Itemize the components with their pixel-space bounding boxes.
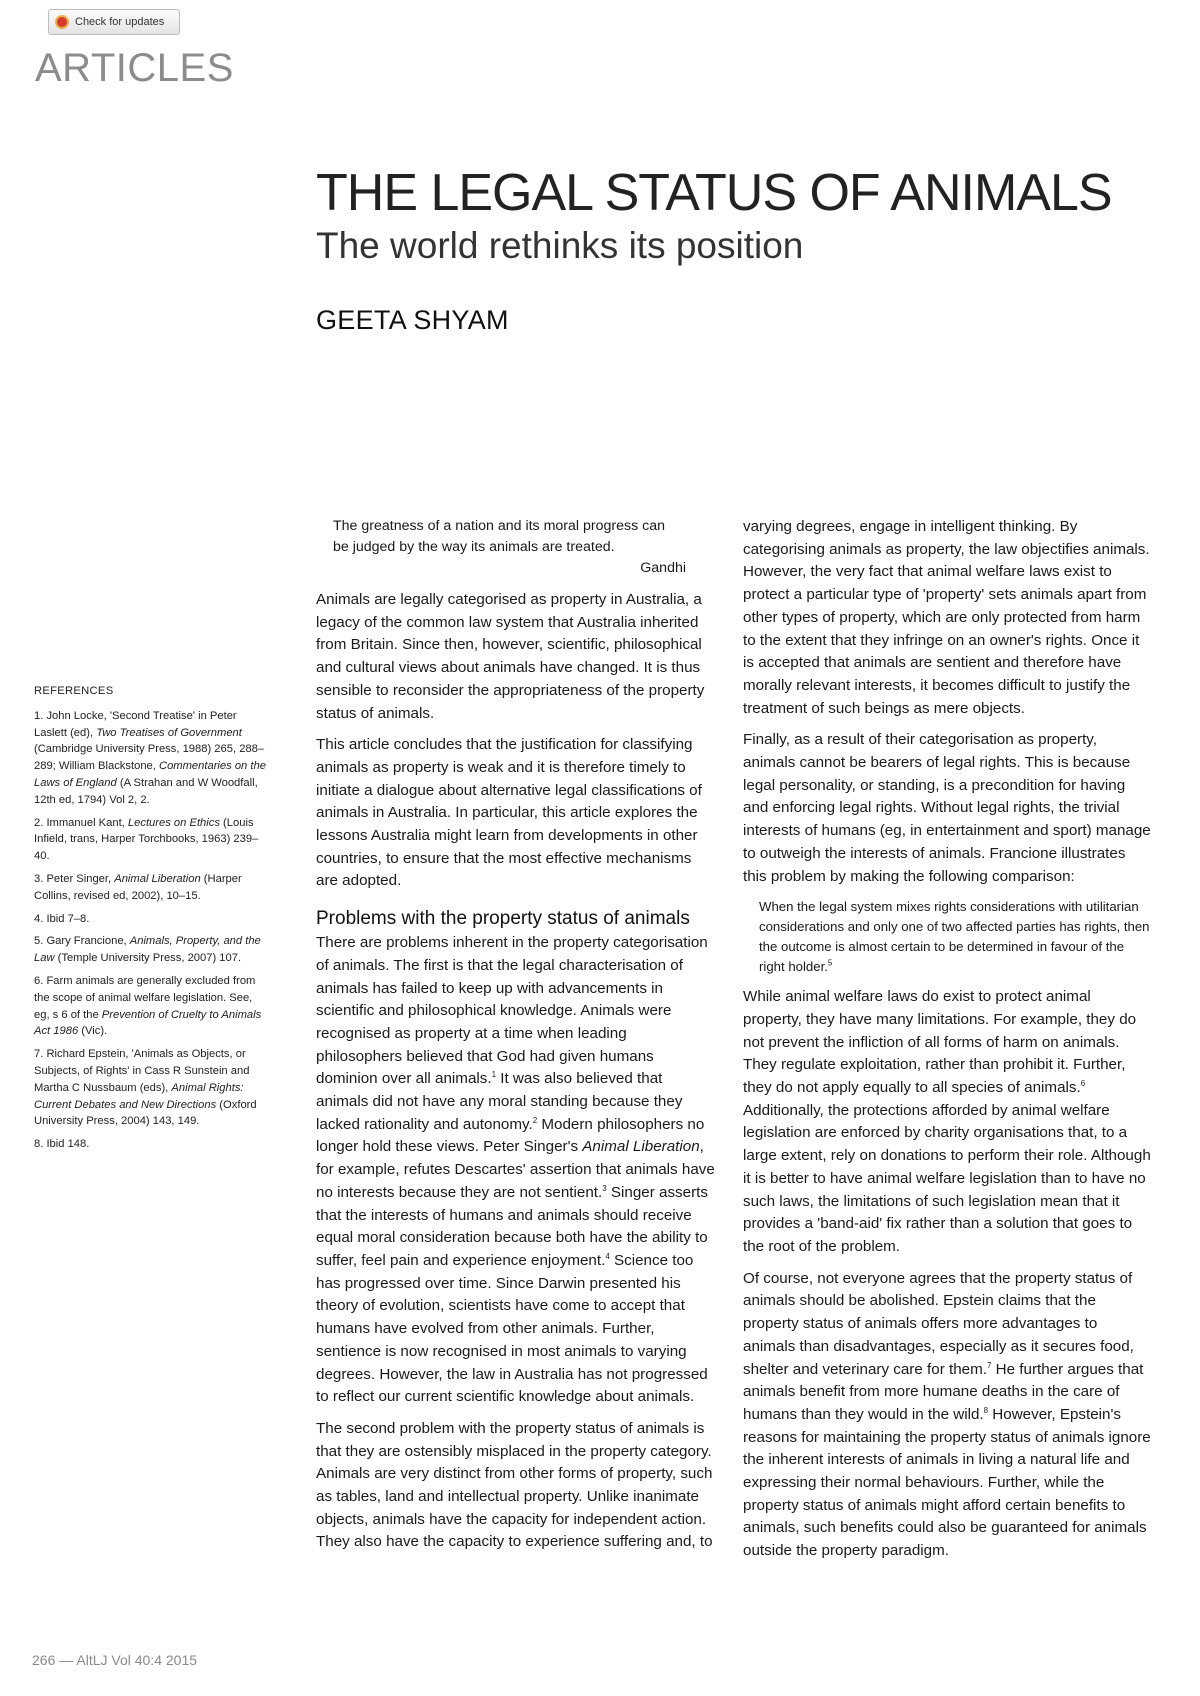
reference-item: 2. Immanuel Kant, Lectures on Ethics (Louis Infield, trans, Harper Torchbooks, 1963) 239–40. — [34, 816, 259, 863]
body-paragraph: This article concludes that the justification for classifying animals as property is weak and it is therefore timely to initiate a dialogue about alternative legal classifications of animals in Australia. In particular, this article explores the lessons Australia might learn from developments in other countries, to ensure that the most effective mechanisms are adopted. — [316, 736, 702, 890]
reference-item: 8. Ibid 148. — [34, 1138, 90, 1151]
check-for-updates-button[interactable] — [48, 9, 180, 35]
epigraph-line: The greatness of a nation and its moral progress can — [333, 518, 666, 534]
reference-item: 4. Ibid 7–8. — [34, 912, 90, 925]
section-heading: Problems with the property status of animals — [316, 908, 690, 930]
reference-item: 1. John Locke, 'Second Treatise' in Peter Laslett (ed), Two Treatises of Government (Cambridge University Press, 1988) 265, 288–289; William Blackstone, Commentaries on the Laws of England (A Strahan and W Woodfall, 12th ed, 1794) Vol 2, 2. — [34, 709, 266, 806]
reference-item: 7. Richard Epstein, 'Animals as Objects, or Subjects, of Rights' in Cass R Sunstein and Martha C Nussbaum (eds), Animal Rights: Current Debates and New Directions (Oxford University Press, 2004) 143, 149. — [34, 1048, 257, 1128]
body-paragraph: The second problem with the property status of animals is that they are ostensibly misplaced in the property category. Animals are very distinct from other forms of property, such as tables, land and intellectual property. Unlike inanimate objects, animals have the capacity for independent action. They also have the capacity to experience suffering and, to — [316, 1419, 713, 1551]
reference-item: 5. Gary Francione, Animals, Property, and the Law (Temple University Press, 2007) 107. — [34, 935, 261, 965]
body-column-left — [316, 516, 716, 1563]
reference-item: 6. Farm animals are generally excluded from the scope of animal welfare legislation. See, eg, s 6 of the Prevention of Cruelty to Animals Act 1986 (Vic). — [34, 974, 262, 1038]
crossmark-icon — [55, 15, 69, 29]
epigraph-line: be judged by the way its animals are treated. — [333, 539, 615, 555]
footnote-marker: 8 — [983, 1405, 989, 1415]
references-sidebar — [34, 683, 270, 1159]
block-quote: When the legal system mixes rights considerations with utilitarian considerations and only one of two affected parties has rights, then the outcome is almost certain to be determined in favour of the right holder.$^5$ — [759, 899, 1150, 975]
footnote-marker: 1 — [491, 1070, 497, 1080]
body-paragraph: Of course, not everyone agrees that the property status of animals should be abolished. Epstein claims that the property status of animals offers more advantages to animals than disadvantages, especially as it secures food, shelter and veterinary care for them.$^7$ He further argues that animals benefit from more humane deaths in the care of humans than they would in the wild.$^8$ However, Epstein's reasons for maintaining the property status of animals ignore the inherent interests of animals in living a natural life and expressing their normal behaviours. Further, while the property status of animals might afford certain benefits to animals, such benefits could also be guaranteed for animals outside the property paradigm. — [743, 1269, 1151, 1560]
body-paragraph: There are problems inherent in the property categorisation of animals. The first is that the legal characterisation of animals has failed to keep up with advancements in scientific and philosophical knowledge. Animals were recognised as property at a time when leading philosophers believed that God had given humans dominion over all animals.$^1$ It was also believed that animals did not have any moral standing because they lacked rationality and autonomy.$^2$ Modern philosophers no longer hold these views. Peter Singer's Animal Liberation, for example, refutes Descartes' assertion that animals have no interests because they are not sentient.$^3$ Singer asserts that the interests of humans and animals should receive equal moral consideration because both have the ability to suffer, feel pain and experience enjoyment.$^4$ Science too has progressed over time. Since Darwin presented his theory of evolution, scientists have come to accept that humans have evolved from other animals. Further, sentience is now recognised in most animals to varying degrees. However, the law in Australia has not progressed to reflect our current scientific knowledge about animals. — [316, 934, 715, 1406]
article-subtitle: The world rethinks its position — [316, 225, 804, 266]
body-paragraph: Animals are legally categorised as property in Australia, a legacy of the common law system that Australia inherited from Britain. Since then, however, scientific, philosophical and cultural views about animals have changed. It is thus sensible to reconsider the appropriateness of the property status of animals. — [316, 591, 705, 722]
check-for-updates-label: Check for updates — [75, 16, 165, 28]
footnote-marker: 3 — [602, 1183, 607, 1193]
body-column-right — [743, 516, 1151, 1572]
epigraph — [333, 516, 716, 579]
references-heading: REFERENCES — [34, 685, 114, 697]
footnote-marker: 7 — [986, 1360, 992, 1370]
footnote-marker: 4 — [605, 1251, 610, 1261]
reference-item: 3. Peter Singer, Animal Liberation (Harper Collins, revised ed, 2002), 10–15. — [34, 872, 242, 902]
article-title: THE LEGAL STATUS OF ANIMALS — [316, 164, 1112, 222]
page-footer: 266 — AltLJ Vol 40:4 2015 — [32, 1652, 198, 1668]
section-label: ARTICLES — [35, 46, 234, 90]
author-name: GEETA SHYAM — [316, 305, 509, 335]
footnote-marker: 5 — [827, 958, 833, 968]
body-paragraph: While animal welfare laws do exist to protect animal property, they have many limitations. For example, they do not prevent the infliction of all forms of harm on animals. They regulate exploitation, rather than prohibit it. Further, they do not apply equally to all species of animals.$^6$ Additionally, the protections afforded by animal welfare legislation are enforced by charity organisations that, to a large extent, rely on donations to perform their role. Although it is better to have animal welfare legislation than to have no such laws, the limitations of such legislation mean that it provides a 'band-aid' fix rather than a solution that goes to the root of the problem. — [743, 988, 1151, 1255]
body-paragraph: Finally, as a result of their categorisation as property, animals cannot be bearers of legal rights. This is because legal personality, or standing, is a precondition for having and enforcing legal rights. Without legal rights, the trivial interests of humans (eg, in entertainment and sport) manage to outweigh the interests of animals. Francione illustrates this problem by making the following comparison: — [743, 731, 1151, 885]
footnote-marker: 2 — [532, 1115, 538, 1125]
body-paragraph: varying degrees, engage in intelligent thinking. By categorising animals as property, the law objectifies animals. However, the very fact that animal welfare laws exist to protect a particular type of 'property' sets animals apart from other types of property, which are only protected from harm to the extent that they infringe on an owner's rights. Once it is accepted that animals are sentient and therefore have morally relevant interests, it becomes difficult to justify the treatment of such beings as mere objects. — [743, 518, 1150, 717]
epigraph-attribution: Gandhi — [640, 560, 686, 576]
footnote-marker: 6 — [1080, 1079, 1086, 1088]
